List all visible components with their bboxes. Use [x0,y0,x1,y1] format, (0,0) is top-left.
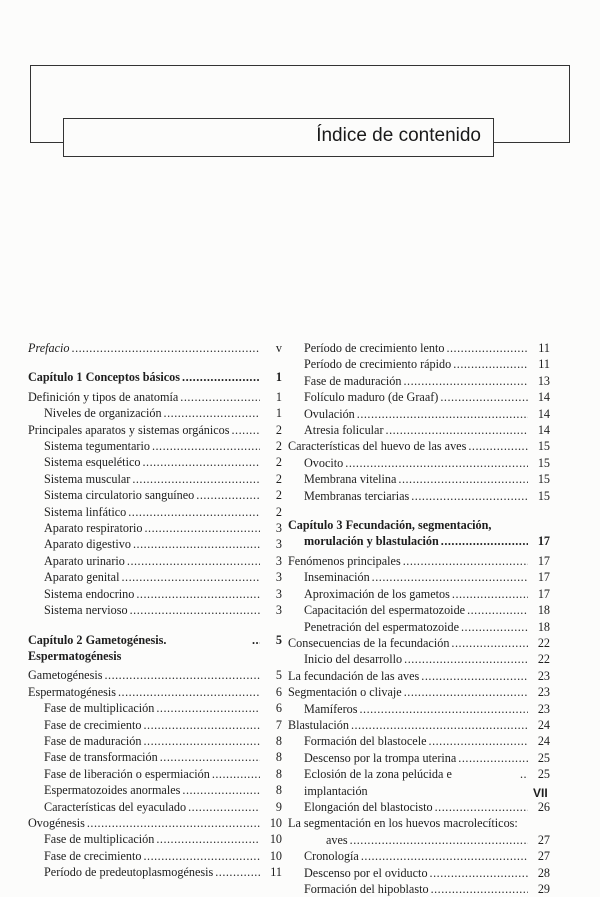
entry-title: Definición y tipos de anatomía [28,389,179,404]
dot-leader [357,406,528,422]
entry-title: morulación y blastulación [304,534,439,549]
entry-page: 10 [269,832,282,847]
toc-entry [288,602,550,618]
entry-page: 23 [537,685,550,700]
entry-title: Período de crecimiento rápido [304,357,452,372]
dot-leader [180,389,260,405]
entry-title: Aproximación de los gametos [304,586,450,601]
toc-entry [288,356,550,372]
entry-title: Aparato genital [44,570,120,585]
entry-page: 8 [275,750,282,765]
toc-entry [28,667,282,683]
entry-page: 28 [537,865,550,880]
toc-entry [288,635,550,651]
entry-page: 13 [537,373,550,388]
dot-leader [361,848,528,864]
header-rule-right [492,142,569,143]
entry-title: Período de predeutoplasmogénesis [44,865,214,880]
entry-page: 6 [275,701,282,716]
dot-leader [128,504,260,520]
entry-page: 17 [537,586,550,601]
toc-entry [28,799,282,815]
dot-leader [142,454,260,470]
entry-page: 3 [275,570,282,585]
entry-title: Aparato digestivo [44,537,131,552]
entry-page: 15 [537,455,550,470]
toc-entry [28,569,282,585]
entry-page: 24 [537,734,550,749]
toc-entry [288,619,550,635]
dot-leader [127,553,260,569]
entry-page: 24 [537,717,550,732]
dot-leader [421,668,528,684]
entry-page: 11 [270,865,282,880]
dot-leader [446,340,528,356]
dot-leader [440,389,528,405]
entry-page: 11 [538,357,550,372]
entry-title: Período de crecimiento lento [304,341,445,355]
dot-leader [121,569,260,585]
toc-entry [28,700,282,716]
toc-entry [28,831,282,847]
dot-leader [403,373,528,389]
toc-entry [28,471,282,487]
dot-leader [143,717,260,733]
toc-entry [288,406,550,422]
entry-page: 15 [537,488,550,503]
entry-page: 25 [537,767,550,782]
entry-title: Eclosión de la zona pelúcida e implantación [304,767,452,798]
entry-page: 3 [275,537,282,552]
entry-page: 23 [537,668,550,683]
toc-chapter-entry [28,632,282,665]
entry-page: 18 [537,603,550,618]
dot-leader [403,553,528,569]
dot-leader [87,815,260,831]
dot-leader [133,536,260,552]
entry-title: Inseminación [304,570,370,585]
toc-entry [288,471,550,487]
toc-entry [288,733,550,749]
toc-entry [28,733,282,749]
dot-leader [182,782,260,798]
entry-title: Características del eyaculado [44,799,187,814]
dot-leader [430,865,528,881]
toc-chapter-entry [288,533,550,549]
entry-title: Sistema endocrino [44,586,135,601]
entry-page: 15 [537,439,550,454]
dot-leader [359,701,528,717]
dot-leader [431,881,528,897]
dot-leader [104,667,260,683]
toc-entry [28,487,282,503]
toc-chapter-entry [288,517,550,533]
toc-entry [288,373,550,389]
toc-entry [288,651,550,667]
toc-entry [288,815,550,831]
entry-page: 17 [537,570,550,585]
entry-page: 14 [537,406,550,421]
entry-title: Blastulación [288,717,349,732]
toc-entry [288,684,550,700]
entry-page: 1 [275,406,282,421]
entry-title: Aparato urinario [44,553,125,568]
dot-leader [160,749,260,765]
toc-entry [288,750,550,766]
entry-title: Espermatogénesis [28,684,116,699]
toc-entry [288,455,550,471]
dot-leader [467,602,528,618]
dot-leader [458,750,528,766]
toc-entry [28,405,282,421]
entry-title: Fase de multiplicación [44,701,155,716]
toc-entry [28,766,282,782]
toc-entry [288,668,550,684]
toc-entry [288,799,550,815]
dot-leader [182,369,260,385]
entry-page: 14 [537,390,550,405]
dot-leader [152,438,260,454]
dot-leader [461,619,528,635]
dot-leader [429,733,528,749]
entry-page: 1 [275,370,282,385]
dot-leader [156,700,260,716]
entry-title: Descenso por la trompa uterina [304,750,457,765]
entry-title: Fase de maduración [44,733,142,748]
entry-page: 29 [537,882,550,896]
entry-title: Elongación del blastocisto [304,799,433,814]
entry-page: 10 [269,815,282,830]
dot-leader [386,422,528,438]
toc-entry [28,422,282,438]
toc-entry [28,782,282,798]
dot-leader [72,340,260,356]
toc-entry [28,389,282,405]
entry-title: Sistema circulatorio sanguíneo [44,488,195,503]
entry-page: 5 [275,668,282,683]
dot-leader [144,520,260,536]
entry-page: 7 [275,717,282,732]
dot-leader [404,651,528,667]
entry-page: 26 [537,799,550,814]
entry-page: 5 [275,632,282,647]
entry-page: 17 [537,553,550,568]
toc-entry [288,865,550,881]
dot-leader [212,766,260,782]
entry-page: 6 [275,684,282,699]
dot-leader [372,569,528,585]
title-box [63,118,494,157]
entry-title: Aparato respiratorio [44,521,143,536]
entry-title: Principales aparatos y sistemas orgánicos [28,422,230,437]
entry-title: Características del huevo de las aves [288,439,467,454]
entry-title: Sistema tegumentario [44,439,150,454]
entry-page: 27 [537,832,550,847]
toc-entry [288,422,550,438]
dot-leader [435,799,528,815]
dot-leader [441,533,528,549]
entry-title: Gametogénesis [28,668,103,683]
toc-entry [288,569,550,585]
dot-leader [345,455,528,471]
dot-leader [156,831,260,847]
entry-title: Espermatozoides anormales [44,783,181,798]
toc-entry [28,848,282,864]
dot-leader [136,586,260,602]
entry-page: 23 [537,701,550,716]
entry-title: Fase de crecimiento [44,717,142,732]
entry-page: 17 [537,534,550,549]
entry-title: Fase de maduración [304,373,402,388]
entry-page: 18 [537,619,550,634]
entry-title: Ovogénesis [28,815,85,830]
entry-page: 15 [537,472,550,487]
entry-title: Ovulación [304,406,355,421]
entry-title: Niveles de organización [44,406,162,421]
entry-title: Penetración del espermatozoide [304,619,459,634]
entry-page: 2 [275,471,282,486]
entry-page: 2 [275,455,282,470]
entry-title: Sistema nervioso [44,603,128,618]
toc-entry [28,504,282,520]
entry-title: Capacitación del espermatozoide [304,603,466,618]
dot-leader [143,733,260,749]
dot-leader [452,586,528,602]
entry-title: Fase de transformación [44,750,158,765]
entry-title: Cronología [304,849,359,864]
toc-entry [28,864,282,880]
entry-title: Mamíferos [304,701,358,716]
toc-entry [288,340,550,356]
entry-title: Ovocito [304,455,344,470]
entry-title: Fase de liberación o espermiación [44,766,210,781]
entry-title: Inicio del desarrollo [304,652,403,667]
dot-leader [196,487,260,503]
entry-page: 3 [275,553,282,568]
entry-page: 8 [275,733,282,748]
entry-page: 3 [275,521,282,536]
toc-entry [288,881,550,897]
dot-leader [215,864,260,880]
entry-page: 10 [269,848,282,863]
toc-entry [28,602,282,618]
toc-entry [28,520,282,536]
dot-leader [468,438,528,454]
toc-entry [288,488,550,504]
toc-entry [28,438,282,454]
entry-page: 11 [538,341,550,355]
entry-title: La fecundación de las aves [288,668,420,683]
toc-entry [28,586,282,602]
toc-chapter-entry [28,369,282,385]
entry-title: Fase de crecimiento [44,848,142,863]
toc-entry [28,717,282,733]
dot-leader [411,488,528,504]
entry-page: 8 [275,766,282,781]
dot-leader [404,684,528,700]
toc-entry [28,454,282,470]
dot-leader [398,471,528,487]
dot-leader [350,832,528,848]
entry-page: 2 [275,504,282,519]
entry-page: 22 [537,635,550,650]
entry-title: Consecuencias de la fecundación [288,635,450,650]
entry-page: 22 [537,652,550,667]
toc-entry [28,815,282,831]
toc-entry [28,749,282,765]
header-rule-left [30,142,63,143]
toc-entry [28,553,282,569]
entry-page: 27 [537,849,550,864]
toc-entry [28,340,282,356]
entry-title: La segmentación en los huevos macrolecíticos: [288,816,518,831]
entry-title: Fase de multiplicación [44,832,155,847]
dot-leader [232,422,261,438]
entry-title: Capítulo 2 Gametogénesis. Espermatogénesis [28,632,167,663]
toc-entry [288,438,550,454]
dot-leader [143,848,260,864]
entry-page: 8 [275,783,282,798]
entry-page: 14 [537,423,550,438]
entry-title: aves [326,832,348,847]
entry-title: Sistema linfático [44,504,127,519]
entry-page: 2 [275,488,282,503]
toc-entry [28,684,282,700]
entry-title: Capítulo 3 Fecundación, segmentación, [288,518,492,533]
entry-page: v [275,341,282,355]
page-title: Índice de contenido [316,125,481,146]
entry-title: Formación del blastocele [304,734,427,749]
entry-page: 3 [275,586,282,601]
entry-title: Folículo maduro (de Graaf) [304,390,439,405]
entry-title: Descenso por el oviducto [304,865,428,880]
dot-leader [118,684,260,700]
dot-leader [453,356,528,372]
entry-page: 2 [275,439,282,454]
entry-title: Sistema muscular [44,471,131,486]
entry-page: 2 [275,422,282,437]
toc-left-column [28,340,282,881]
dot-leader [252,632,260,648]
entry-page: 25 [537,750,550,765]
dot-leader [130,602,260,618]
dot-leader [164,405,260,421]
dot-leader [520,766,528,782]
dot-leader [351,717,528,733]
entry-title: Capítulo 1 Conceptos básicos [28,370,181,385]
toc-entry [288,766,550,799]
toc-entry [288,553,550,569]
dot-leader [132,471,260,487]
entry-title: Segmentación o clivaje [288,685,402,700]
entry-title: Formación del hipoblasto [304,882,429,896]
toc-entry [288,832,550,848]
entry-title: Membranas terciarias [304,488,410,503]
entry-title: Membrana vitelina [304,472,397,487]
entry-title: Fenómenos principales [288,553,401,568]
toc-entry [288,717,550,733]
toc-entry [288,701,550,717]
toc-entry [28,536,282,552]
toc-right-column [288,340,550,897]
entry-page: 9 [275,799,282,814]
toc-entry [288,848,550,864]
entry-title: Sistema esquelético [44,455,141,470]
dot-leader [188,799,260,815]
entry-page: 3 [275,603,282,618]
page-number: VII [533,786,548,800]
toc-entry [288,586,550,602]
entry-title: Prefacio [28,341,70,355]
entry-title: Atresia folicular [304,423,384,438]
dot-leader [451,635,528,651]
entry-page: 1 [275,389,282,404]
toc-entry [288,389,550,405]
